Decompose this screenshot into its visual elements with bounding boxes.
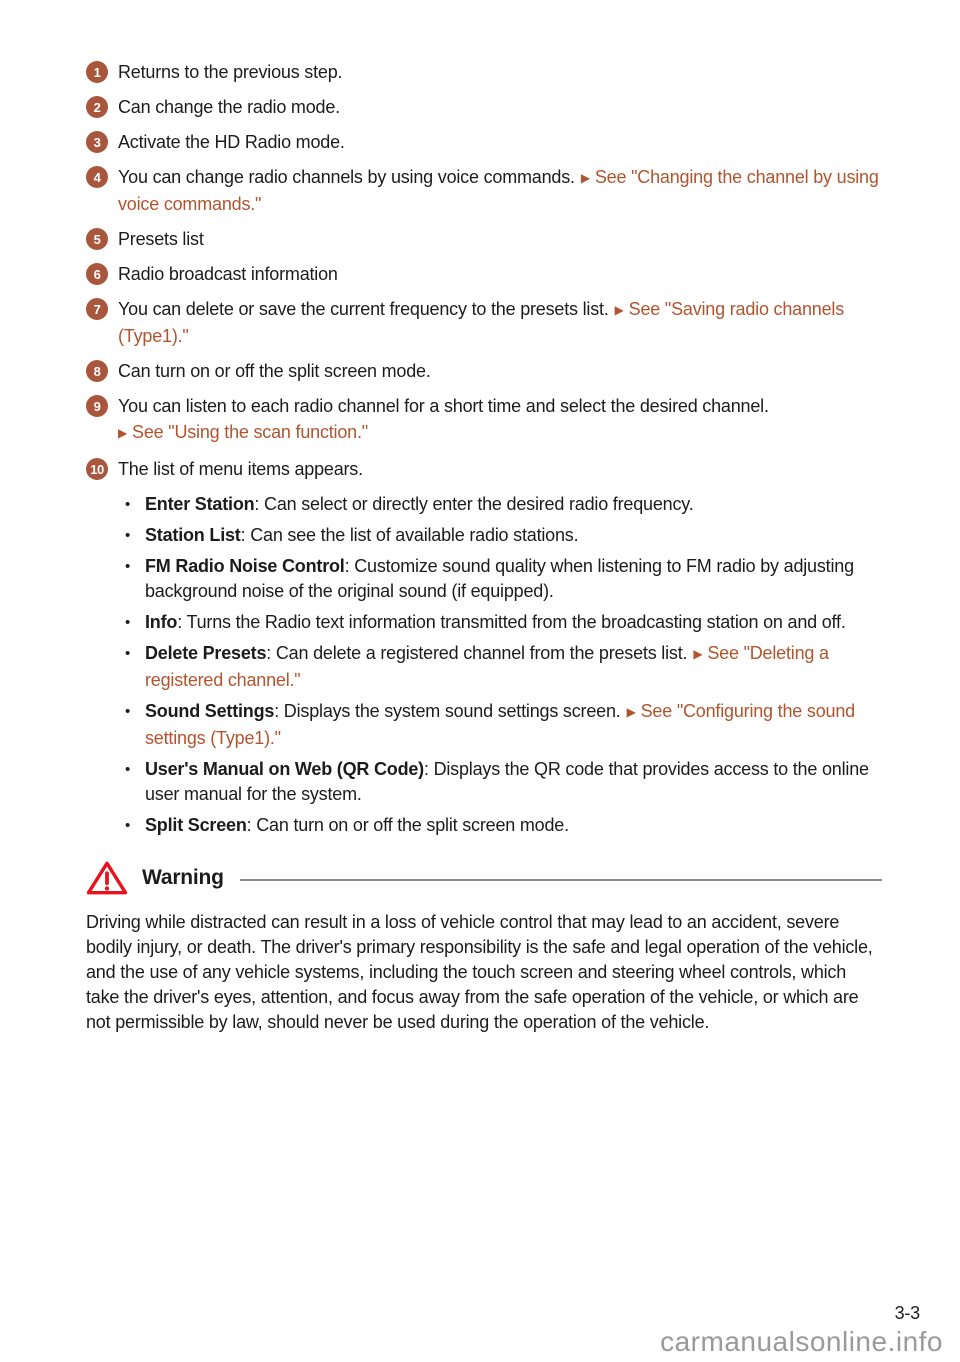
numbered-item <box>86 457 882 482</box>
item-text <box>118 60 342 85</box>
numbered-item <box>86 359 882 384</box>
item-text <box>118 297 882 349</box>
see-arrow-icon: ▶ <box>118 426 128 440</box>
bullet-icon: • <box>125 496 131 513</box>
item-text <box>118 165 882 217</box>
numbered-callout-list <box>86 60 882 482</box>
menu-items-list <box>125 492 882 838</box>
menu-item-name: Station List <box>145 525 241 545</box>
bullet-icon: • <box>125 761 131 778</box>
menu-item-description: : Customize sound quality when listening to FM radio by adjusting background noise of the original sound (if equipped). <box>145 556 854 601</box>
menu-item-description: : Can turn on or off the split screen mode. <box>246 815 569 835</box>
item-description: You can listen to each radio channel for a short time and select the desired channel. <box>118 396 769 416</box>
item-number-badge: 8 <box>86 360 108 382</box>
item-number-badge: 6 <box>86 263 108 285</box>
numbered-item <box>86 165 882 217</box>
item-description: The list of menu items appears. <box>118 459 363 479</box>
see-arrow-icon: ▶ <box>626 705 636 719</box>
bullet-icon: • <box>125 817 131 834</box>
page-content <box>86 60 882 1035</box>
item-description: Returns to the previous step. <box>118 62 343 82</box>
warning-section <box>86 860 882 1035</box>
numbered-item <box>86 394 882 447</box>
item-text <box>118 457 363 482</box>
menu-item-name: User's Manual on Web (QR Code) <box>145 759 424 779</box>
warning-triangle-icon <box>86 860 128 896</box>
menu-item-name: Info <box>145 612 178 632</box>
item-number-badge: 7 <box>86 298 108 320</box>
item-description: Radio broadcast information <box>118 264 338 284</box>
see-arrow-icon: ▶ <box>693 647 703 661</box>
item-number-badge: 1 <box>86 61 108 83</box>
warning-title: Warning <box>142 866 224 889</box>
numbered-item <box>86 95 882 120</box>
warning-divider <box>240 879 882 881</box>
link-label: See "Changing the channel by using voice commands." <box>118 167 879 214</box>
menu-item-text <box>145 641 882 693</box>
menu-list-item <box>125 610 882 635</box>
menu-item-text <box>145 610 846 635</box>
link-label: See "Saving radio channels (Type1)." <box>118 299 845 346</box>
menu-list-item <box>125 813 882 838</box>
see-arrow-icon: ▶ <box>580 171 590 185</box>
menu-item-description: : Can see the list of available radio stations. <box>240 525 579 545</box>
bullet-icon: • <box>125 527 131 544</box>
menu-item-name: Enter Station <box>145 494 255 514</box>
menu-list-item <box>125 757 882 807</box>
menu-item-name: Delete Presets <box>145 643 267 663</box>
item-text <box>118 359 431 384</box>
link-label: See "Deleting a registered channel." <box>145 643 829 690</box>
item-description: Can turn on or off the split screen mode. <box>118 361 431 381</box>
menu-item-text <box>145 523 578 548</box>
item-number-badge: 3 <box>86 131 108 153</box>
menu-list-item <box>125 492 882 517</box>
warning-header <box>86 860 882 896</box>
menu-item-text <box>145 699 882 751</box>
item-number-badge: 2 <box>86 96 108 118</box>
item-description: You can change radio channels by using voice commands. <box>118 167 575 187</box>
numbered-item <box>86 130 882 155</box>
numbered-item <box>86 262 882 287</box>
menu-item-description: : Can delete a registered channel from the presets list. <box>266 643 688 663</box>
bullet-icon: • <box>125 703 131 720</box>
menu-list-item <box>125 641 882 693</box>
menu-item-name: Split Screen <box>145 815 247 835</box>
item-text <box>118 227 204 252</box>
numbered-item <box>86 297 882 349</box>
item-number-badge: 5 <box>86 228 108 250</box>
menu-item-description: : Can select or directly enter the desired radio frequency. <box>254 494 694 514</box>
menu-list-item <box>125 699 882 751</box>
menu-item-description: : Turns the Radio text information transmitted from the broadcasting station on and off. <box>177 612 846 632</box>
menu-item-text <box>145 492 694 517</box>
menu-item-text <box>145 813 569 838</box>
link-label: See "Using the scan function." <box>132 422 368 442</box>
menu-item-description: : Displays the system sound settings screen. <box>274 701 621 721</box>
bullet-icon: • <box>125 614 131 631</box>
item-text <box>118 130 345 155</box>
numbered-item <box>86 227 882 252</box>
item-number-badge: 10 <box>86 458 108 480</box>
numbered-item <box>86 60 882 85</box>
menu-list-item <box>125 523 882 548</box>
item-text <box>118 394 769 447</box>
page-number: 3-3 <box>894 1303 920 1323</box>
menu-list-item <box>125 554 882 604</box>
watermark: carmanualsonline.info <box>660 1326 943 1357</box>
item-description: Presets list <box>118 229 204 249</box>
menu-item-text <box>145 757 882 807</box>
item-description: Can change the radio mode. <box>118 97 340 117</box>
see-arrow-icon: ▶ <box>614 303 624 317</box>
menu-item-name: Sound Settings <box>145 701 275 721</box>
bullet-icon: • <box>125 645 131 662</box>
item-number-badge: 4 <box>86 166 108 188</box>
item-number-badge: 9 <box>86 395 108 417</box>
menu-item-text <box>145 554 882 604</box>
item-text <box>118 262 338 287</box>
item-text <box>118 95 340 120</box>
menu-item-description: : Displays the QR code that provides access to the online user manual for the system. <box>145 759 869 804</box>
item-description: Activate the HD Radio mode. <box>118 132 345 152</box>
cross-reference-link[interactable] <box>118 420 769 447</box>
link-label: See "Configuring the sound settings (Type1)." <box>145 701 855 748</box>
item-description: You can delete or save the current frequency to the presets list. <box>118 299 609 319</box>
bullet-icon: • <box>125 558 131 575</box>
menu-item-name: FM Radio Noise Control <box>145 556 345 576</box>
warning-body: Driving while distracted can result in a loss of vehicle control that may lead to an accident, severe bodily injury, or death. The driver's primary responsibility is the safe and legal operation of the vehicle, and the use of any vehicle systems, including the touch screen and steering wheel controls, which take the driver's eyes, attention, and focus away from the safe operation of the vehicle, or which are not permissible by law, should never be used during the operation of the vehicle. <box>86 912 873 1032</box>
